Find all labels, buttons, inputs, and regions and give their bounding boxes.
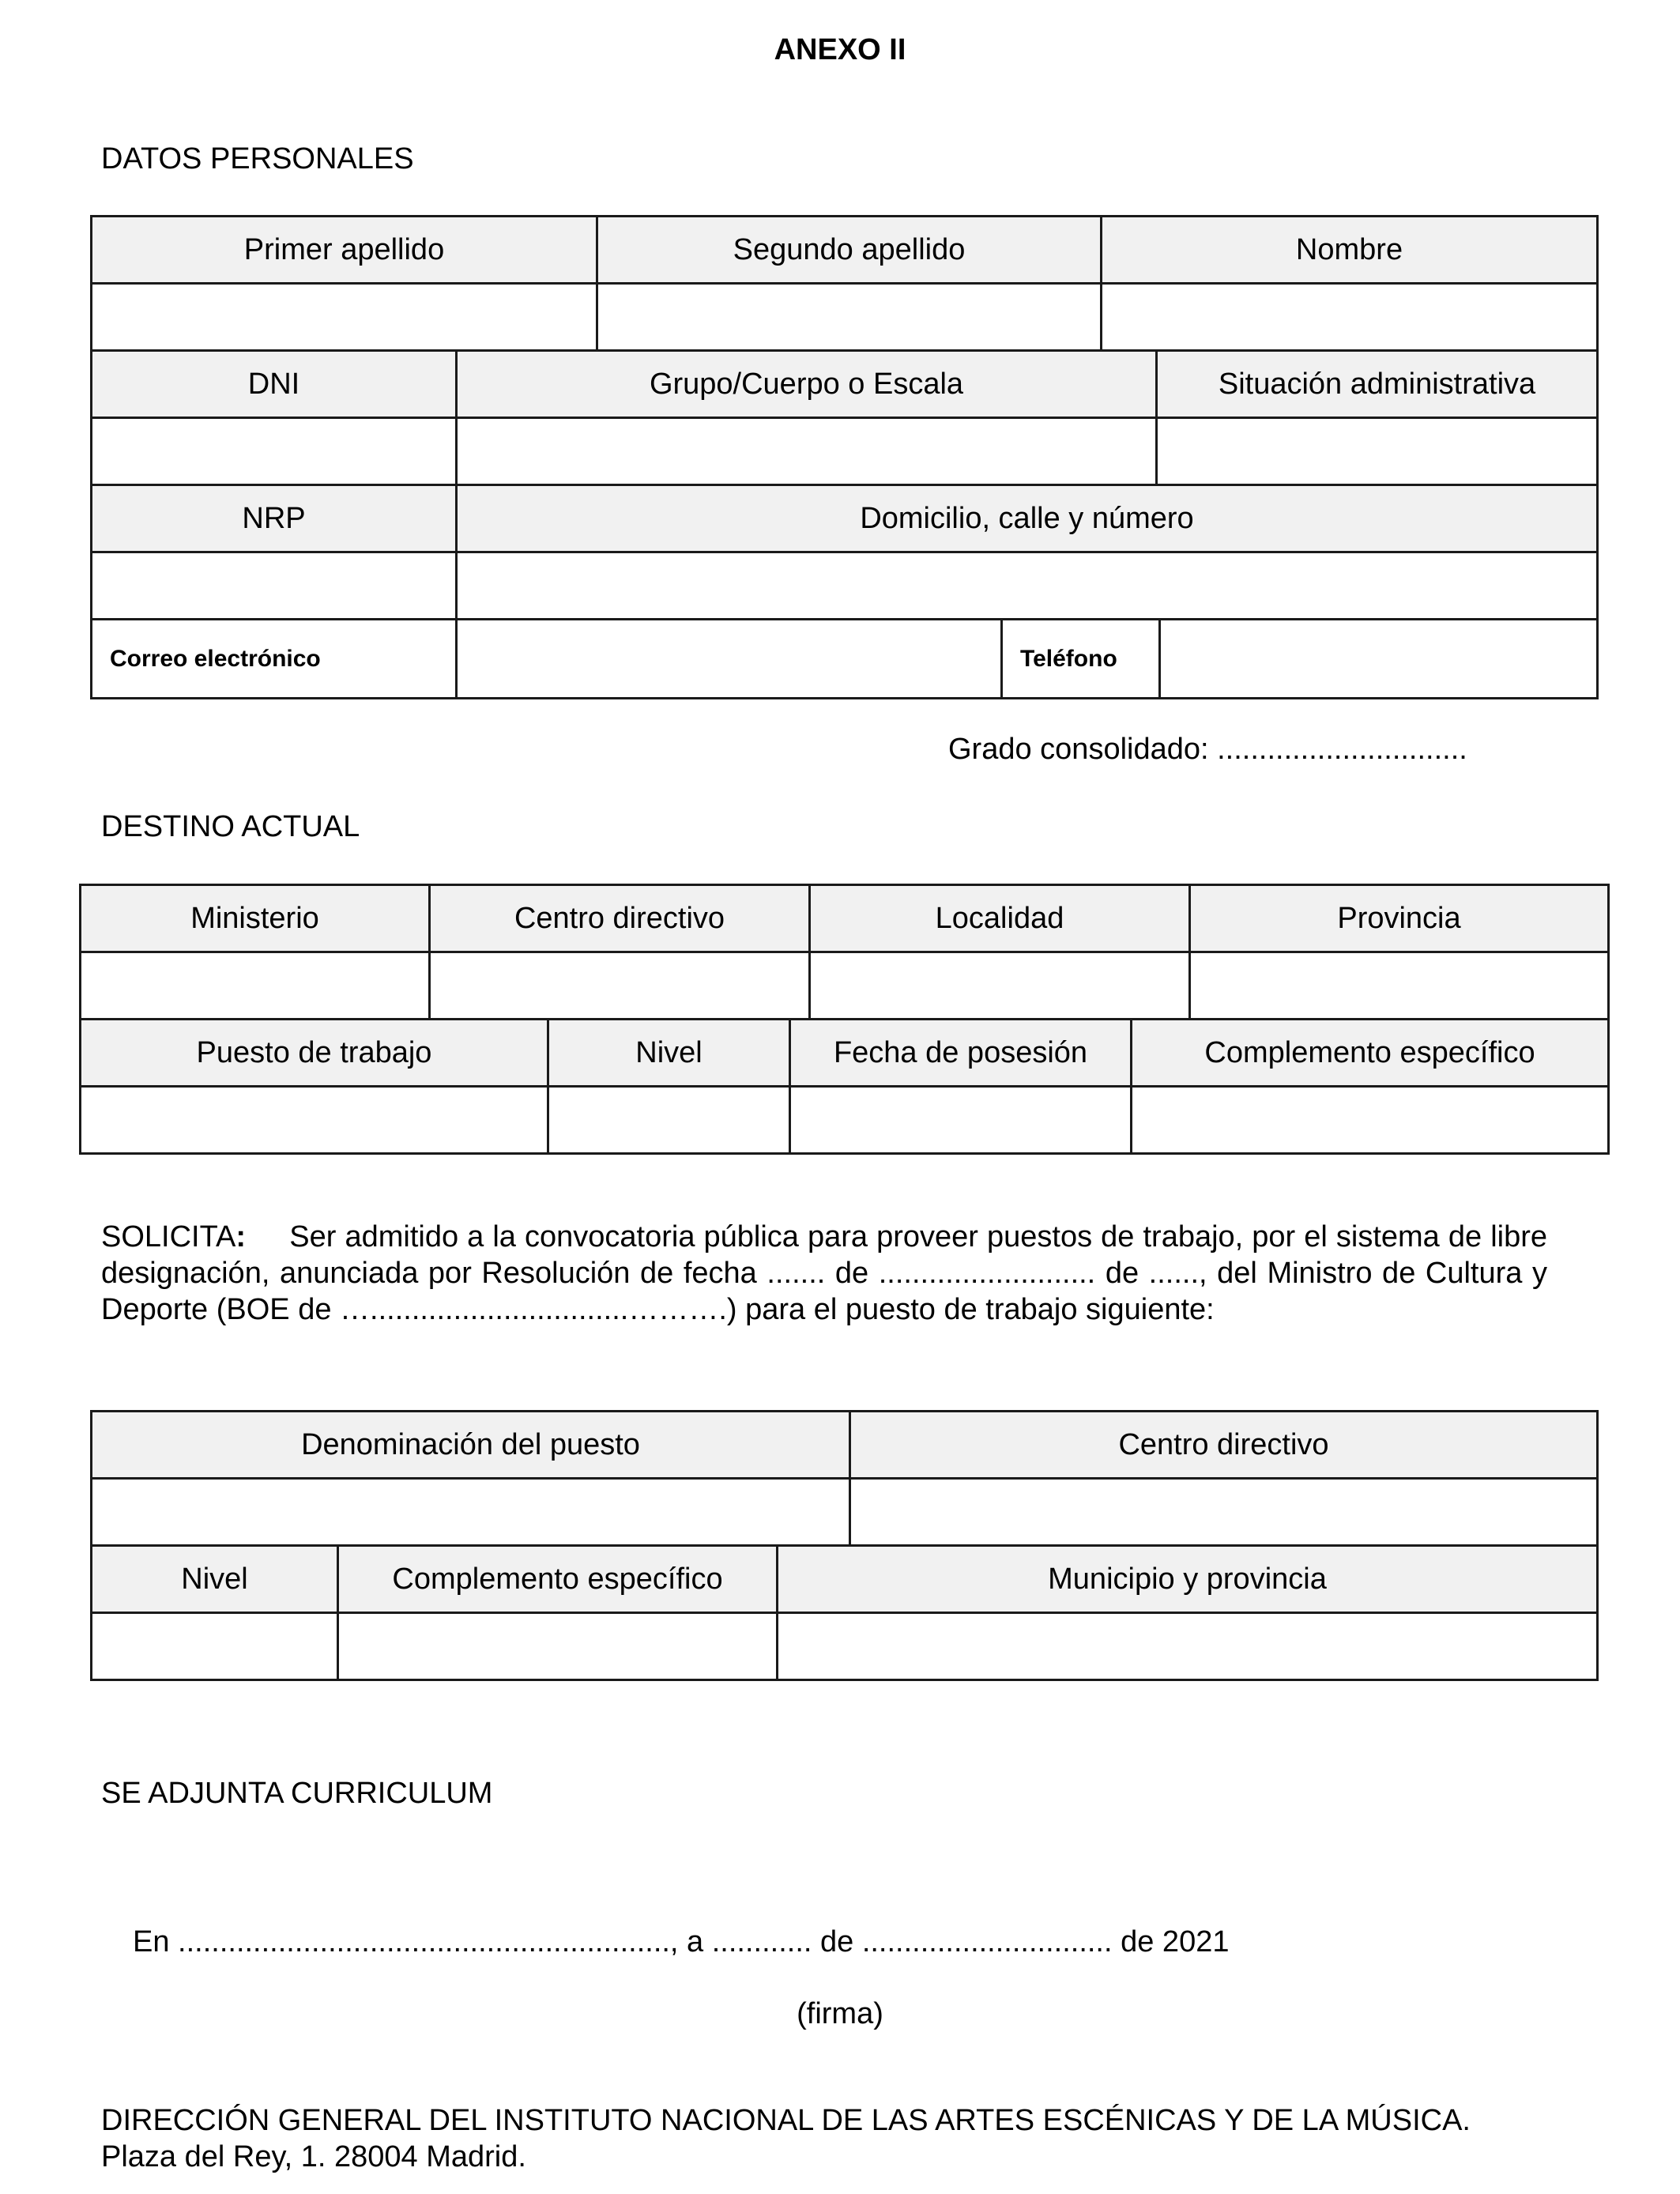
header-domicilio: Domicilio, calle y número [457, 485, 1598, 552]
field-domicilio[interactable] [457, 552, 1598, 620]
puesto-table-1 [90, 1410, 1599, 1547]
solicita-colon: : [235, 1220, 246, 1253]
firma-label: (firma) [797, 1997, 883, 2030]
section-heading-datos-personales: DATOS PERSONALES [101, 142, 414, 175]
header-nombre: Nombre [1102, 217, 1598, 284]
footer-line-2: Plaza del Rey, 1. 28004 Madrid. [101, 2140, 526, 2173]
puesto-table-2 [90, 1544, 1599, 1681]
solicita-label: SOLICITA [101, 1220, 236, 1253]
field-correo[interactable] [457, 620, 1002, 699]
field-telefono[interactable] [1160, 620, 1598, 699]
section-heading-destino-actual: DESTINO ACTUAL [101, 810, 360, 843]
field-situacion[interactable] [1157, 418, 1598, 485]
id-table [90, 349, 1599, 486]
field-fecha-posesion[interactable] [790, 1087, 1132, 1154]
field-segundo-apellido[interactable] [597, 284, 1102, 351]
header-fecha-posesion: Fecha de posesión [790, 1020, 1132, 1087]
solicita-paragraph [101, 1219, 1547, 1328]
field-nrp[interactable] [92, 552, 457, 620]
names-table [90, 215, 1599, 352]
header-puesto-nivel: Nivel [92, 1546, 338, 1613]
field-puesto-centro-directivo[interactable] [850, 1479, 1598, 1546]
field-centro-directivo[interactable] [430, 952, 810, 1020]
destino-table-2 [79, 1018, 1610, 1155]
header-denominacion-puesto: Denominación del puesto [92, 1412, 850, 1479]
field-provincia[interactable] [1190, 952, 1609, 1020]
field-dni[interactable] [92, 418, 457, 485]
header-municipio-provincia: Municipio y provincia [778, 1546, 1598, 1613]
header-ministerio: Ministerio [81, 885, 430, 952]
header-puesto-centro-directivo: Centro directivo [850, 1412, 1598, 1479]
footer-address [101, 2102, 1471, 2175]
address-table [90, 484, 1599, 620]
footer-line-1: DIRECCIÓN GENERAL DEL INSTITUTO NACIONAL DE LAS ARTES ESCÉNICAS Y DE LA MÚSICA. [101, 2104, 1471, 2137]
se-adjunta-curriculum: SE ADJUNTA CURRICULUM [101, 1777, 493, 1810]
page-title: ANEXO II [774, 33, 906, 66]
field-puesto-complemento[interactable] [338, 1613, 778, 1680]
header-centro-directivo: Centro directivo [430, 885, 810, 952]
header-situacion: Situación administrativa [1157, 351, 1598, 418]
header-localidad: Localidad [810, 885, 1190, 952]
header-provincia: Provincia [1190, 885, 1609, 952]
field-grupo[interactable] [457, 418, 1157, 485]
header-grupo: Grupo/Cuerpo o Escala [457, 351, 1157, 418]
label-correo: Correo electrónico [92, 620, 457, 699]
lugar-fecha-line: En ..........................................................., a ............ de .............................. de 2021 [133, 1925, 1230, 1958]
field-primer-apellido[interactable] [92, 284, 597, 351]
header-complemento-especifico: Complemento específico [1132, 1020, 1609, 1087]
header-dni: DNI [92, 351, 457, 418]
field-ministerio[interactable] [81, 952, 430, 1020]
grado-consolidado: Grado consolidado: .............................. [948, 733, 1467, 766]
destino-table-1 [79, 884, 1610, 1020]
field-nombre[interactable] [1102, 284, 1598, 351]
field-puesto-nivel[interactable] [92, 1613, 338, 1680]
field-localidad[interactable] [810, 952, 1190, 1020]
field-puesto-trabajo[interactable] [81, 1087, 548, 1154]
contact-table [90, 618, 1599, 699]
field-denominacion-puesto[interactable] [92, 1479, 850, 1546]
solicita-text: Ser admitido a la convocatoria pública para proveer puestos de trabajo, por el sistema de libre designación, anunciada por Resolución de fecha ....... de .......................... de ......, del Ministro de Cultura y Deporte (BOE de …...............................……….) para el puesto de trabajo siguiente: [101, 1220, 1548, 1326]
label-telefono: Teléfono [1002, 620, 1160, 699]
header-nivel: Nivel [548, 1020, 790, 1087]
header-puesto-trabajo: Puesto de trabajo [81, 1020, 548, 1087]
header-puesto-complemento: Complemento específico [338, 1546, 778, 1613]
field-nivel[interactable] [548, 1087, 790, 1154]
header-segundo-apellido: Segundo apellido [597, 217, 1102, 284]
header-primer-apellido: Primer apellido [92, 217, 597, 284]
field-municipio-provincia[interactable] [778, 1613, 1598, 1680]
field-complemento-especifico[interactable] [1132, 1087, 1609, 1154]
header-nrp: NRP [92, 485, 457, 552]
